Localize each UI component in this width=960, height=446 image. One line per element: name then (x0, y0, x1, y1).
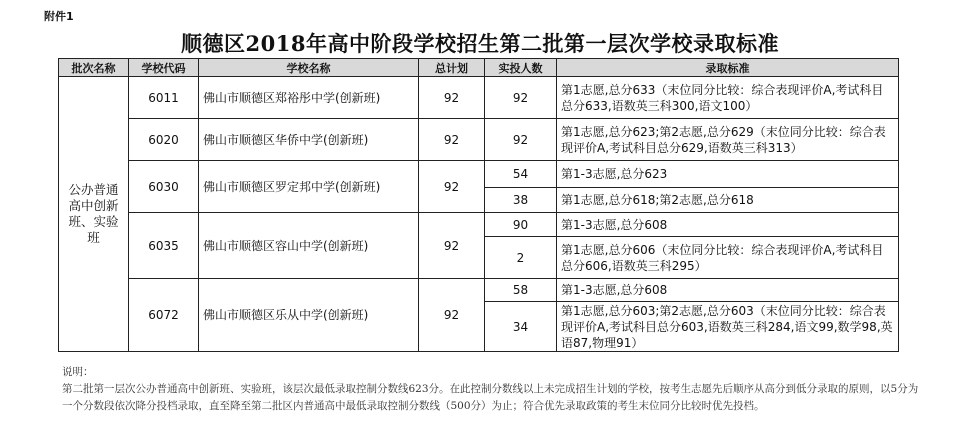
standard-cell: 第1志愿,总分633（末位同分比较：综合表现评价A,考试科目总分633,语数英三科300,语文100） (557, 77, 899, 119)
standard-cell: 第1志愿,总分606（末位同分比较：综合表现评价A,考试科目总分606,语数英三科295） (557, 237, 899, 279)
plan-cell: 92 (419, 279, 485, 352)
header-cell: 实投人数 (485, 59, 557, 77)
count-cell: 2 (485, 237, 557, 279)
standard-cell: 第1志愿,总分623;第2志愿,总分629（末位同分比较：综合表现评价A,考试科目总分629,语数英三科313） (557, 119, 899, 161)
plan-cell: 92 (419, 119, 485, 161)
header-cell: 录取标准 (557, 59, 899, 77)
school-name-cell: 佛山市顺德区郑裕彤中学(创新班) (199, 77, 419, 119)
table-row (59, 77, 899, 119)
notes-label: 说明： (62, 366, 94, 378)
count-cell: 92 (485, 77, 557, 119)
count-cell: 38 (485, 188, 557, 213)
plan-cell: 92 (419, 213, 485, 279)
standard-cell: 第1-3志愿,总分623 (557, 161, 899, 188)
count-cell: 34 (485, 302, 557, 352)
count-cell: 54 (485, 161, 557, 188)
plan-cell: 92 (419, 77, 485, 119)
standard-cell: 第1-3志愿,总分608 (557, 213, 899, 237)
table-row (59, 213, 899, 237)
school-name-cell: 佛山市顺德区乐从中学(创新班) (199, 279, 419, 352)
count-cell: 92 (485, 119, 557, 161)
header-row (59, 59, 899, 77)
notes-section (62, 364, 922, 415)
plan-cell: 92 (419, 161, 485, 213)
count-cell: 58 (485, 279, 557, 302)
school-code-cell: 6020 (129, 119, 199, 161)
school-code-cell: 6072 (129, 279, 199, 352)
standard-cell: 第1-3志愿,总分608 (557, 279, 899, 302)
standard-cell: 第1志愿,总分603;第2志愿,总分603（末位同分比较：综合表现评价A,考试科目总分603,语数英三科284,语文99,数学98,英语87,物理91） (557, 302, 899, 352)
table-row (59, 161, 899, 188)
school-name-cell: 佛山市顺德区容山中学(创新班) (199, 213, 419, 279)
school-code-cell: 6011 (129, 77, 199, 119)
header-cell: 学校名称 (199, 59, 419, 77)
school-name-cell: 佛山市顺德区罗定邦中学(创新班) (199, 161, 419, 213)
standard-cell: 第1志愿,总分618;第2志愿,总分618 (557, 188, 899, 213)
header-cell: 总计划 (419, 59, 485, 77)
table-row (59, 279, 899, 302)
notes-text: 第二批第一层次公办普通高中创新班、实验班，该层次最低录取控制分数线623分。在此控制分数线以上未完成招生计划的学校，按考生志愿先后顺序从高分到低分录取的原则，以5分为一个分数段依次降分投档录取，直至降至第二批区内普通高中最低录取控制分数线（500分）为止；符合优先录取政策的考生末位同分比较时优先投档。 (62, 383, 919, 412)
page-title: 顺德区2018年高中阶段学校招生第二批第一层次学校录取标准 (181, 31, 779, 56)
attachment-label: 附件1 (44, 10, 74, 23)
batch-name-cell: 公办普通高中创新班、实验班 (59, 77, 129, 352)
admission-table (58, 58, 899, 352)
school-code-cell: 6030 (129, 161, 199, 213)
school-code-cell: 6035 (129, 213, 199, 279)
school-name-cell: 佛山市顺德区华侨中学(创新班) (199, 119, 419, 161)
header-cell: 学校代码 (129, 59, 199, 77)
table-row (59, 119, 899, 161)
header-cell: 批次名称 (59, 59, 129, 77)
count-cell: 90 (485, 213, 557, 237)
